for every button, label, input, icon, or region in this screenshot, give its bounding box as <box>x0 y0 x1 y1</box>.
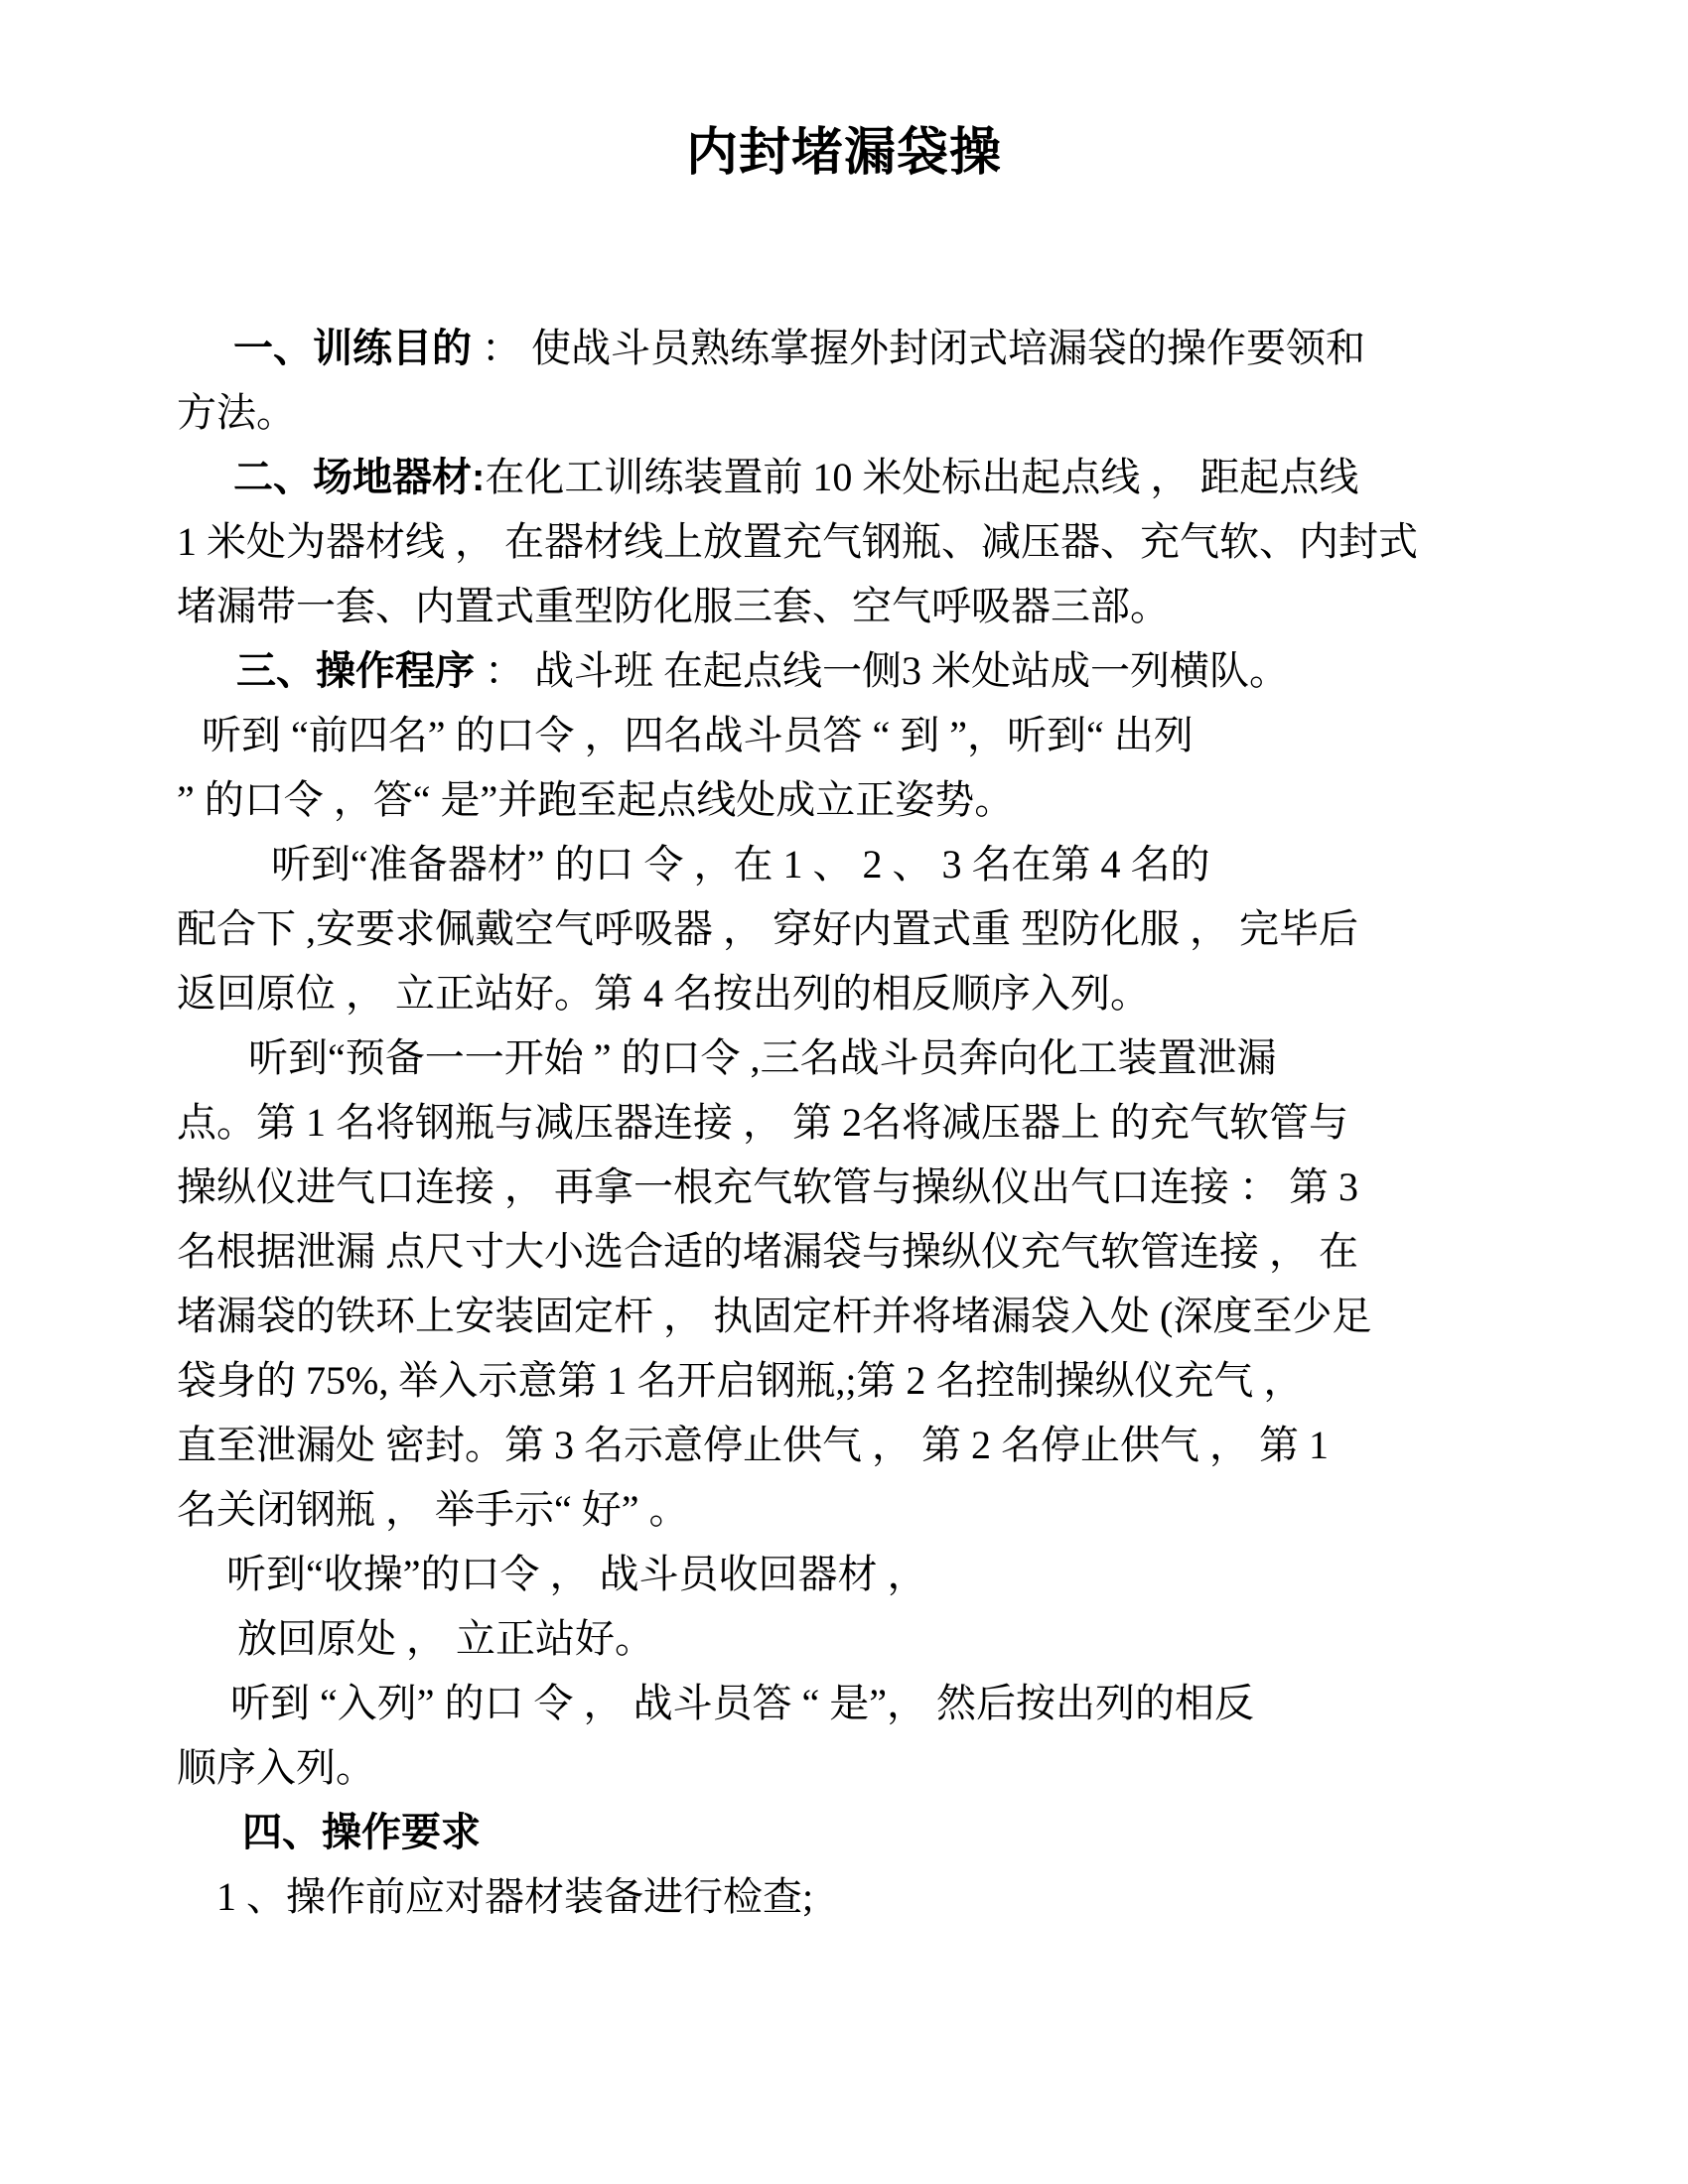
section-heading: 三、操作程序 <box>236 649 475 693</box>
text-line <box>177 380 1511 445</box>
line-text: 直至泄漏处 密封。第 3 名示意停止供气 ， 第 2 名停止供气 ， 第 1 <box>177 1423 1329 1467</box>
text-line <box>177 1155 1511 1219</box>
text-line <box>177 638 1511 703</box>
text-line <box>177 1025 1511 1090</box>
line-text: 在化工训练装置前 10 米处标出起点线 ， 距起点线 <box>485 455 1359 499</box>
line-text: 顺序入列。 <box>177 1745 375 1790</box>
text-line <box>177 1090 1511 1155</box>
text-line <box>177 703 1511 767</box>
line-text: 1 、操作前应对器材装备进行检查; <box>216 1874 814 1919</box>
line-text: 放回原处 ， 立正站好。 <box>237 1616 654 1661</box>
text-line <box>177 316 1511 380</box>
line-text: ： 战斗班 在起点线一侧3 米处站成一列横队。 <box>475 648 1289 693</box>
line-text: 听到“准备器材” 的口 令 ，在 1 、 2 、 3 名在第 4 名的 <box>271 842 1210 887</box>
text-line <box>177 509 1511 574</box>
line-text: 堵漏袋的铁环上安装固定杆 ， 执固定杆并将堵漏袋入处 (深度至少足 <box>177 1294 1372 1338</box>
line-text: 听到“预备一一开始 ” 的口令 ,三名战斗员奔向化工装置泄漏 <box>248 1035 1277 1080</box>
text-line <box>177 1284 1511 1348</box>
text-line <box>177 1477 1511 1542</box>
line-text: 听到 “前四名” 的口令 ，四名战斗员答 “ 到 ”，听到“ 出列 <box>202 713 1194 757</box>
line-text: 方法。 <box>177 390 296 435</box>
text-line <box>177 961 1511 1025</box>
line-text: 听到 “入列” 的口 令 ， 战斗员答 “ 是”， 然后按出列的相反 <box>230 1681 1255 1725</box>
text-line <box>177 574 1511 638</box>
text-line <box>177 1800 1511 1864</box>
line-text: ” 的口令 ，答“ 是”并跑至起点线处成立正姿势。 <box>177 777 1015 822</box>
line-text: 名关闭钢瓶 ， 举手示“ 好” 。 <box>177 1487 689 1532</box>
text-line <box>177 896 1511 961</box>
text-line <box>177 1671 1511 1735</box>
line-text: 配合下 ,安要求佩戴空气呼吸器 ， 穿好内置式重 型防化服 ， 完毕后 <box>177 906 1358 951</box>
line-text: 操纵仪进气口连接 ， 再拿一根充气软管与操纵仪出气口连接 ： 第 3 <box>177 1164 1358 1209</box>
section-heading: 四、操作要求 <box>242 1811 481 1854</box>
line-text: 1 米处为器材线 ， 在器材线上放置充气钢瓶、减压器、充气软、内封式 <box>177 519 1418 564</box>
text-line <box>177 1413 1511 1477</box>
text-line <box>177 832 1511 896</box>
section-heading: 一、训练目的 <box>233 327 472 370</box>
document-title: 内封堵漏袋操 <box>685 124 1002 182</box>
text-line <box>177 1735 1511 1800</box>
text-line <box>177 1348 1511 1413</box>
line-text: 堵漏带一套、内置式重型防化服三套、空气呼吸器三部。 <box>177 584 1170 628</box>
text-line <box>177 1864 1511 1929</box>
line-text: ： 使战斗员熟练掌握外封闭式培漏袋的操作要领和 <box>472 326 1365 370</box>
line-text: 名根据泄漏 点尺寸大小选合适的堵漏袋与操纵仪充气软管连接 ， 在 <box>177 1229 1358 1274</box>
line-text: 返回原位 ， 立正站好。第 4 名按出列的相反顺序入列。 <box>177 971 1150 1016</box>
section-heading: 二、场地器材: <box>233 456 486 499</box>
text-line <box>177 1606 1511 1671</box>
line-text: 点。第 1 名将钢瓶与减压器连接 ， 第 2名将减压器上 的充气软管与 <box>177 1100 1348 1145</box>
text-line <box>177 1219 1511 1284</box>
line-text: 听到“收操”的口令 ， 战斗员收回器材 ， <box>226 1552 927 1596</box>
text-line <box>177 445 1511 509</box>
text-line <box>177 1542 1511 1606</box>
text-line <box>177 767 1511 832</box>
line-text: 袋身的 75%, 举入示意第 1 名开启钢瓶,;第 2 名控制操纵仪充气 ， <box>177 1358 1304 1403</box>
